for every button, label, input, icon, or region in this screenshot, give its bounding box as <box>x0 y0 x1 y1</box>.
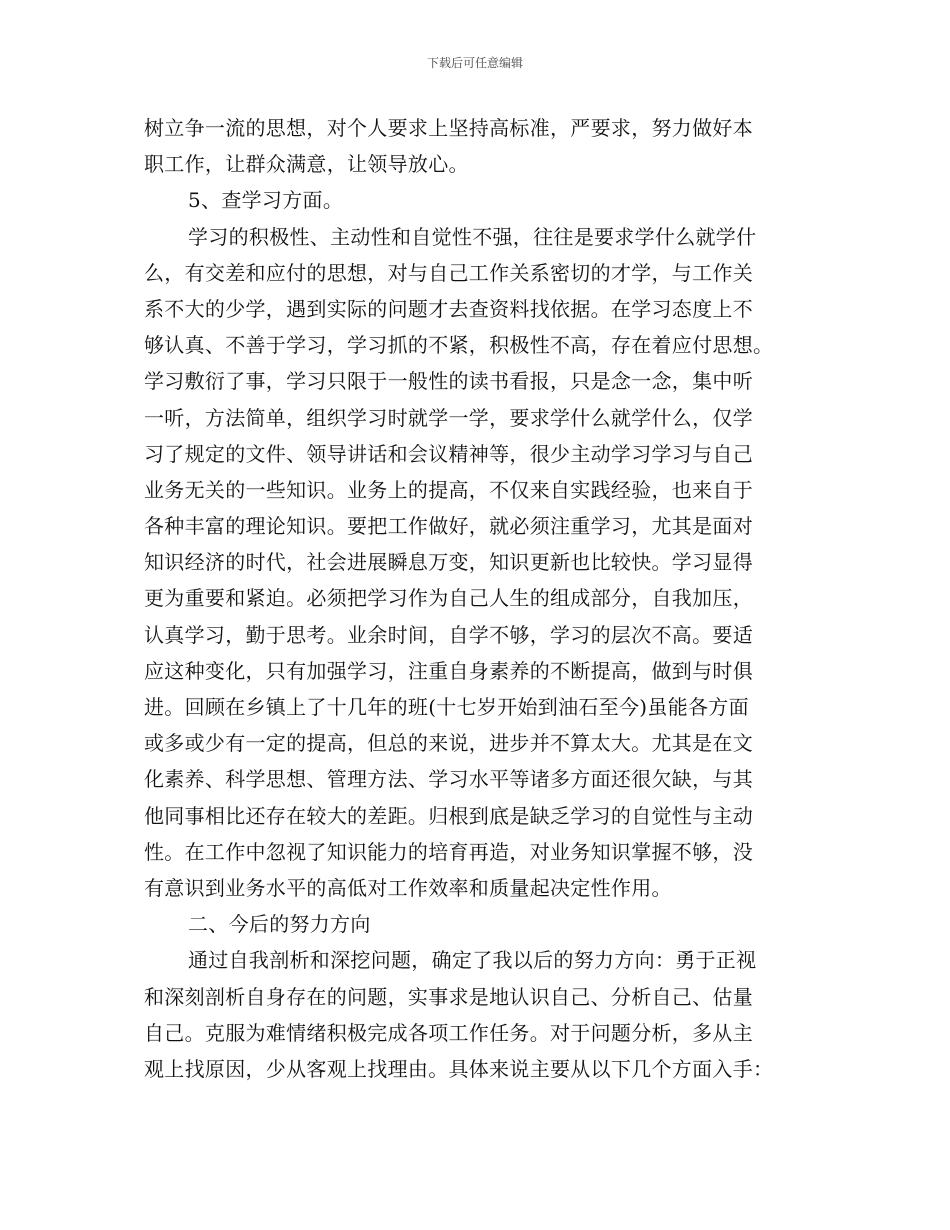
text-line: 有意识到业务水平的高低对工作效率和质量起决定性作用。 <box>144 875 672 900</box>
body-text <box>144 110 804 1087</box>
text-line: 职工作，让群众满意，让领导放心。 <box>144 152 469 177</box>
text-line: 应这种变化，只有加强学习，注重自身素养的不断提高，做到与时俱 <box>144 658 753 683</box>
text-line: 和深刻剖析自身存在的问题，实事求是地认识自己、分析自己、估量 <box>144 984 753 1009</box>
text-line: 或多或少有一定的提高，但总的来说，进步并不算太大。尤其是在文 <box>144 731 753 756</box>
text-line: 认真学习，勤于思考。业余时间，自学不够，学习的层次不高。要适 <box>144 622 753 647</box>
text-line: 5、查学习方面。 <box>188 188 344 213</box>
text-line: 自己。克服为难情绪积极完成各项工作任务。对于问题分析，多从主 <box>144 1020 753 1045</box>
text-line: 树立争一流的思想，对个人要求上坚持高标准，严要求，努力做好本 <box>144 116 753 140</box>
text-line: 么，有交差和应付的思想，对与自己工作关系密切的才学，与工作关 <box>144 260 753 285</box>
text-line: 习了规定的文件、领导讲话和会议精神等，很少主动学习学习与自己 <box>144 441 753 466</box>
text-line: 化素养、科学思想、管理方法、学习水平等诸多方面还很欠缺，与其 <box>144 767 753 792</box>
text-line: 业务无关的一些知识。业务上的提高，不仅来自实践经验，也来自于 <box>144 477 753 502</box>
text-line: 观上找原因，少从客观上找理由。具体来说主要从以下几个方面入手： <box>144 1056 774 1081</box>
header-note: 下载后可任意编辑 <box>426 56 523 70</box>
text-line: 知识经济的时代，社会进展瞬息万变，知识更新也比较快。学习显得 <box>144 550 753 575</box>
text-line: 性。在工作中忽视了知识能力的培育再造，对业务知识掌握不够，没 <box>144 839 753 864</box>
text-line: 进。回顾在乡镇上了十几年的班(十七岁开始到油石至今)虽能各方面 <box>144 695 749 719</box>
text-line: 一听，方法简单，组织学习时就学一学，要求学什么就学什么，仅学 <box>144 405 753 430</box>
text-line: 够认真、不善于学习，学习抓的不紧，积极性不高，存在着应付思想。 <box>144 333 774 358</box>
text-line: 各种丰富的理论知识。要把工作做好，就必须注重学习，尤其是面对 <box>144 514 753 539</box>
text-line: 通过自我剖析和深挖问题，确定了我以后的努力方向：勇于正视 <box>188 948 757 973</box>
text-line: 系不大的少学，遇到实际的问题才去查资料找依据。在学习态度上不 <box>144 296 753 321</box>
text-line: 他同事相比还存在较大的差距。归根到底是缺乏学习的自觉性与主动 <box>144 803 753 828</box>
text-line: 学习敷衍了事，学习只限于一般性的读书看报，只是念一念，集中听 <box>144 369 753 394</box>
text-line: 学习的积极性、主动性和自觉性不强，往往是要求学什么就学什 <box>188 224 757 249</box>
text-line: 二、今后的努力方向 <box>188 912 371 937</box>
text-line: 更为重要和紧迫。必须把学习作为自己人生的组成部分，自我加压， <box>144 586 753 611</box>
